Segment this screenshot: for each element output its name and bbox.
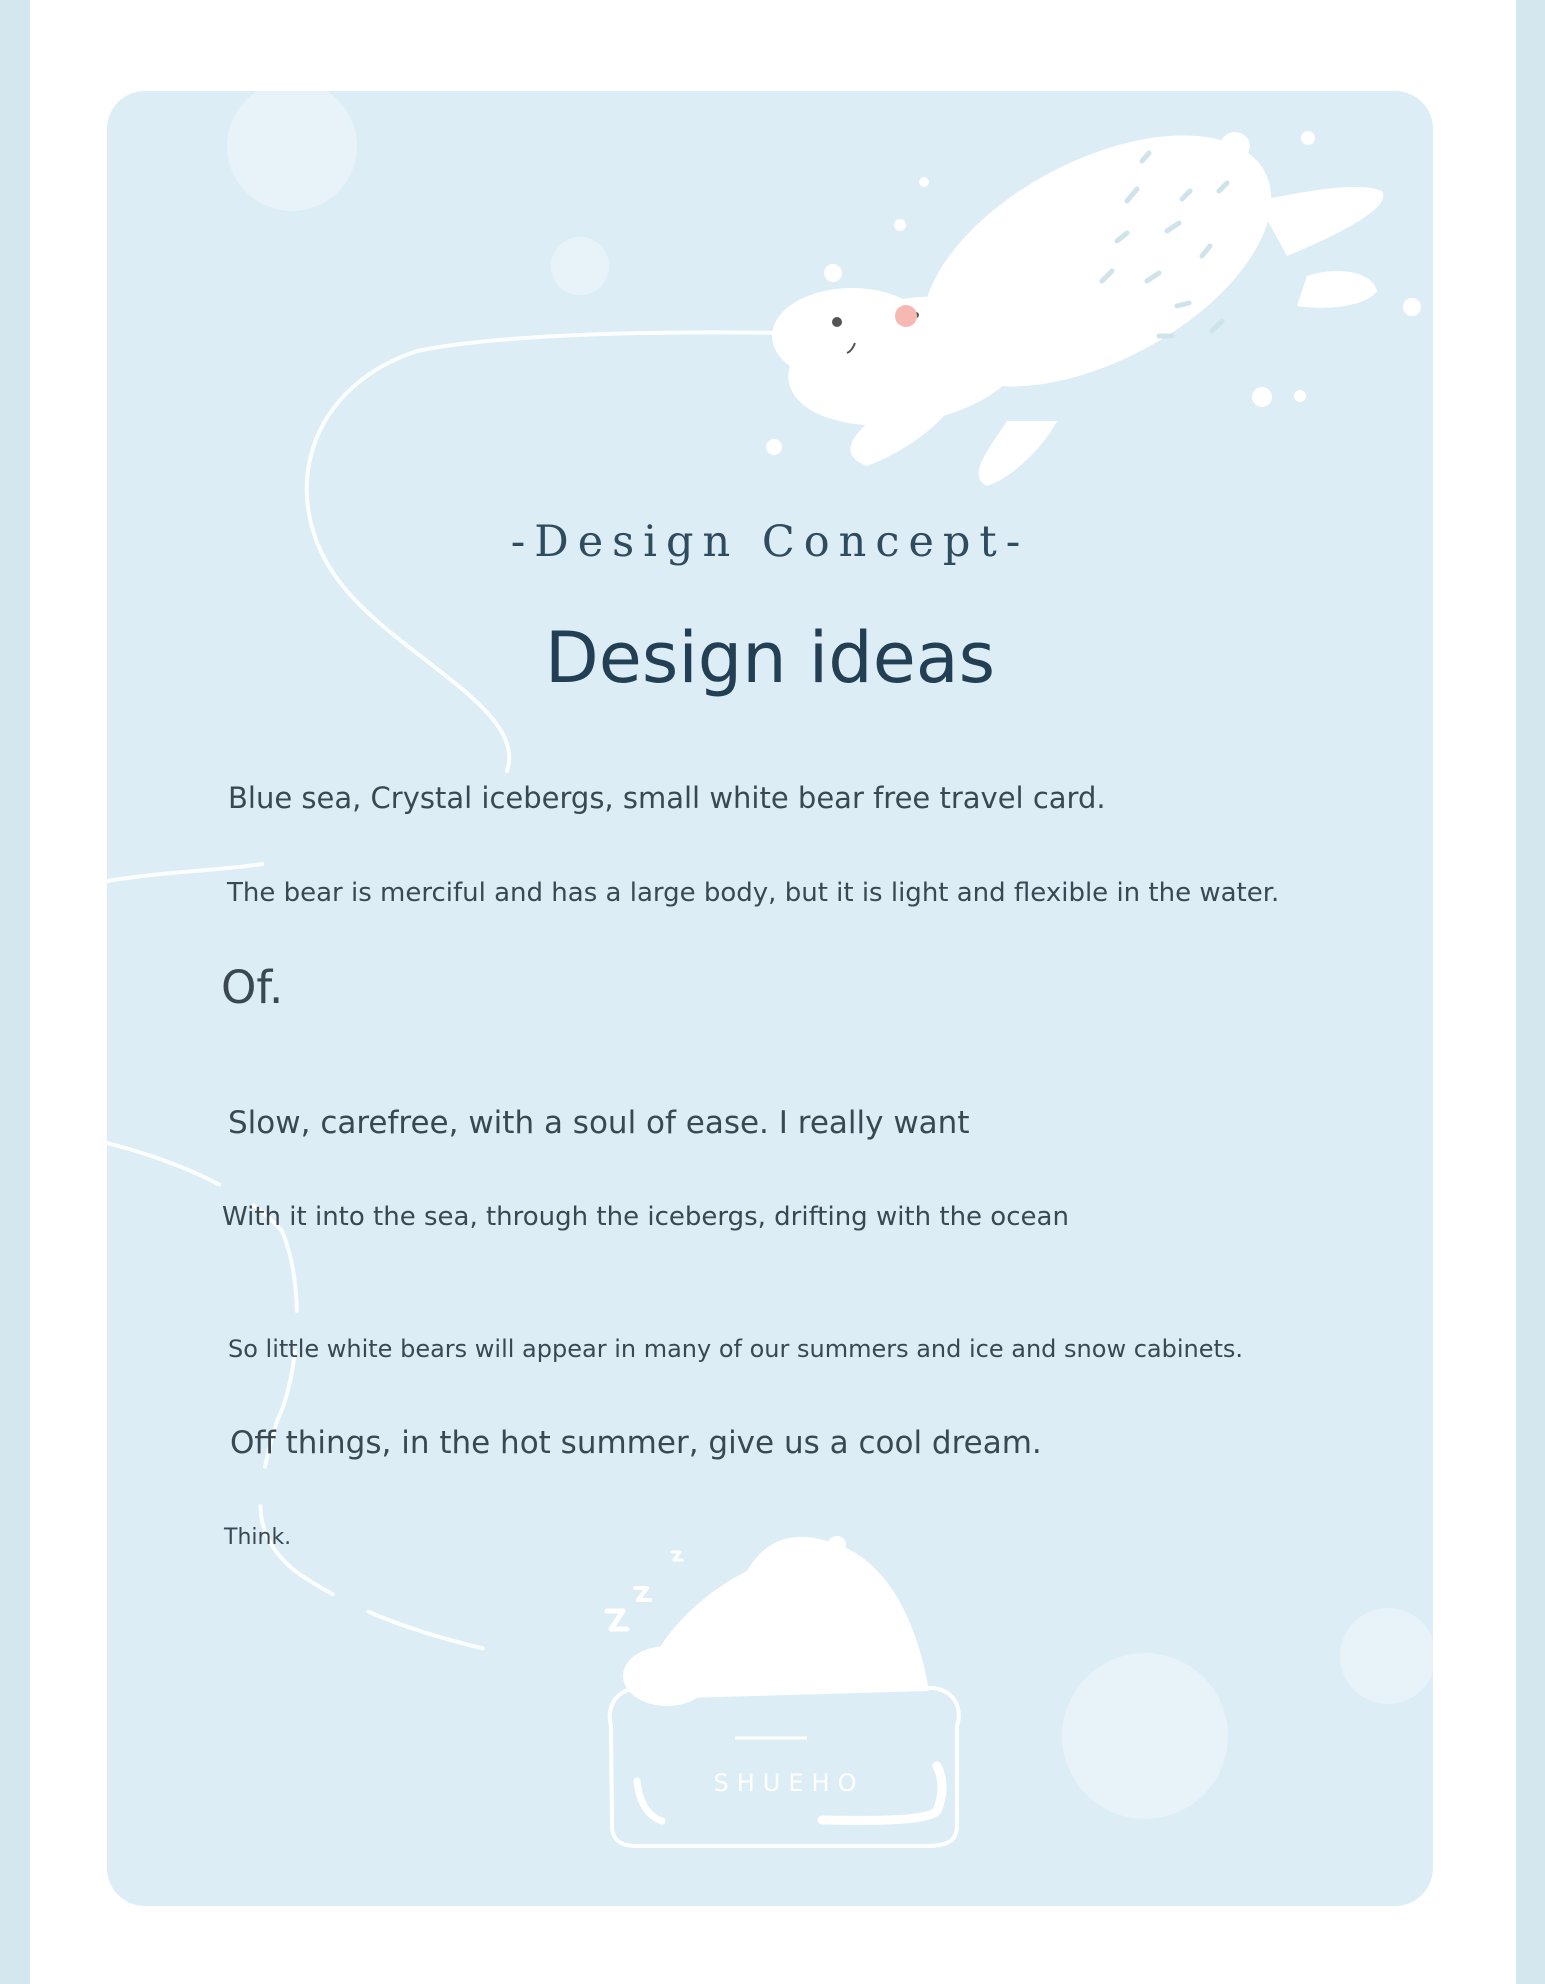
body-line-6: So little white bears will appear in many of our summers and ice and snow cabinets. bbox=[228, 1335, 1244, 1363]
sleeping-polar-bear-logo-illustration bbox=[607, 1536, 959, 1846]
swimming-polar-bear-illustration bbox=[766, 91, 1421, 486]
bubble-small bbox=[551, 237, 609, 295]
body-line-8: Think. bbox=[224, 1525, 292, 1550]
bubble-bottom-edge bbox=[1340, 1608, 1433, 1704]
design-concept-card bbox=[107, 91, 1433, 1906]
body-line-1: Blue sea, Crystal icebergs, small white bear free travel card. bbox=[228, 781, 1106, 815]
background-decoration bbox=[107, 91, 1433, 1906]
logo-text: SHUEHO bbox=[713, 1769, 865, 1797]
body-line-2: The bear is merciful and has a large body, but it is light and flexible in the water. bbox=[227, 878, 1280, 908]
body-line-3: Of. bbox=[221, 961, 284, 1014]
bubble-large bbox=[227, 91, 357, 211]
body-line-7: Off things, in the hot summer, give us a cool dream. bbox=[230, 1425, 1042, 1461]
body-line-5: With it into the sea, through the icebergs, drifting with the ocean bbox=[222, 1202, 1069, 1232]
page-subtitle: -Design Concept- bbox=[510, 517, 1030, 567]
bubble-bottom-right bbox=[1062, 1653, 1228, 1819]
page-title: Design ideas bbox=[544, 617, 996, 699]
body-line-4: Slow, carefree, with a soul of ease. I really want bbox=[228, 1105, 970, 1141]
